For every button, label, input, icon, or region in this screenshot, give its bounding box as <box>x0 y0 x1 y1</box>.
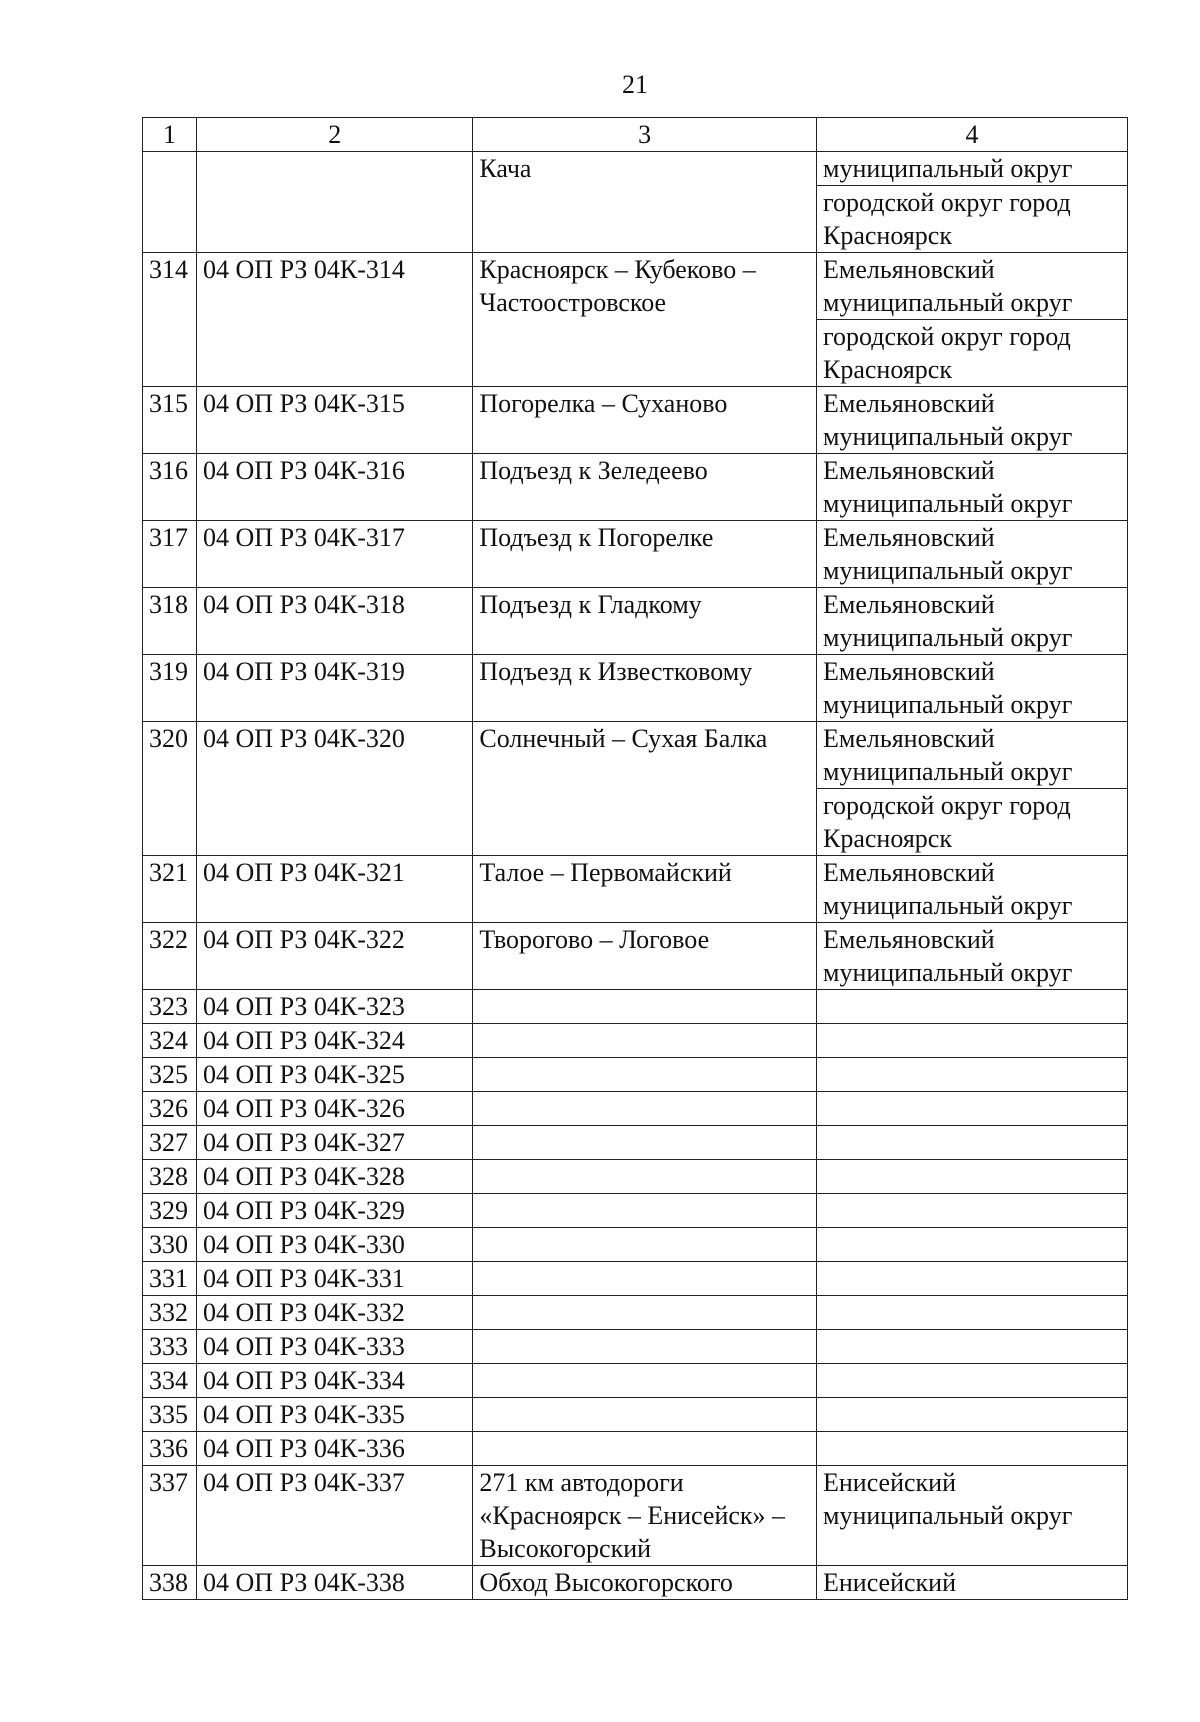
table-row <box>143 1398 1128 1432</box>
municipality-cell <box>816 1160 1127 1194</box>
header-col-2: 2 <box>197 118 473 152</box>
table-row <box>143 655 1128 722</box>
table-row <box>143 454 1128 521</box>
municipality-cell <box>816 655 1127 722</box>
road-name-cell: Творогово – Логовое <box>473 923 817 990</box>
table-row <box>143 1364 1128 1398</box>
row-number-cell: 319 <box>143 655 197 722</box>
municipality-entry <box>823 1432 1127 1465</box>
row-number-cell: 317 <box>143 521 197 588</box>
municipality-entry <box>823 1228 1127 1261</box>
header-col-3: 3 <box>473 118 817 152</box>
municipality-entry: Емельяновский муниципальный округ <box>822 255 1073 317</box>
municipality-cell <box>816 1058 1127 1092</box>
row-number-cell: 320 <box>143 722 197 856</box>
road-name-cell: Подъезд к Зеледеево <box>473 454 817 521</box>
municipality-entry: Енисейский муниципальный округ <box>822 1468 1073 1530</box>
road-name-cell <box>473 1228 817 1262</box>
row-number-cell: 322 <box>143 923 197 990</box>
municipality-cell <box>816 990 1127 1024</box>
table-row <box>143 1194 1128 1228</box>
row-number-cell: 332 <box>143 1296 197 1330</box>
table-row <box>143 1432 1128 1466</box>
table-row <box>143 1566 1128 1600</box>
row-number-cell: 324 <box>143 1024 197 1058</box>
road-name-cell <box>473 1364 817 1398</box>
table-row <box>143 521 1128 588</box>
municipality-entry: Емельяновский муниципальный округ <box>822 389 1073 451</box>
municipality-cell <box>816 1262 1127 1296</box>
municipality-cell <box>816 722 1127 856</box>
municipality-entry: городской округ город Красноярск <box>817 788 1127 855</box>
table-row <box>143 387 1128 454</box>
municipality-entry: Емельяновский муниципальный округ <box>822 724 1073 786</box>
table-row <box>143 722 1128 856</box>
row-number-cell: 315 <box>143 387 197 454</box>
road-name-cell <box>473 1398 817 1432</box>
municipality-cell <box>816 588 1127 655</box>
municipality-entry: Емельяновский муниципальный округ <box>822 858 1073 920</box>
municipality-entry: городской округ город Красноярск <box>817 185 1127 252</box>
road-name-cell <box>473 1194 817 1228</box>
municipality-entry <box>823 1024 1127 1057</box>
road-code-cell: 04 ОП РЗ 04К-320 <box>197 722 473 856</box>
road-name-cell <box>473 1160 817 1194</box>
table-row <box>143 1228 1128 1262</box>
municipality-entry: Емельяновский муниципальный округ <box>822 925 1073 987</box>
municipality-cell <box>816 923 1127 990</box>
road-code-cell: 04 ОП РЗ 04К-333 <box>197 1330 473 1364</box>
road-code-cell: 04 ОП РЗ 04К-322 <box>197 923 473 990</box>
road-name-cell <box>473 1432 817 1466</box>
municipality-entry <box>823 1092 1127 1125</box>
row-number-cell: 329 <box>143 1194 197 1228</box>
municipality-entry <box>823 1194 1127 1227</box>
municipality-entry: Емельяновский муниципальный округ <box>822 657 1073 719</box>
table-row <box>143 152 1128 253</box>
road-name-cell <box>473 1024 817 1058</box>
municipality-entry: муниципальный округ <box>822 154 1073 183</box>
municipality-cell <box>816 1466 1127 1566</box>
row-number-cell: 316 <box>143 454 197 521</box>
municipality-entry <box>823 1058 1127 1091</box>
row-number-cell: 330 <box>143 1228 197 1262</box>
road-code-cell: 04 ОП РЗ 04К-334 <box>197 1364 473 1398</box>
road-name-cell: Погорелка – Суханово <box>473 387 817 454</box>
municipality-cell <box>816 1194 1127 1228</box>
row-number-cell: 327 <box>143 1126 197 1160</box>
municipality-cell <box>816 1364 1127 1398</box>
table-row <box>143 923 1128 990</box>
municipality-entry: Енисейский <box>822 1568 957 1597</box>
road-code-cell: 04 ОП РЗ 04К-324 <box>197 1024 473 1058</box>
road-code-cell: 04 ОП РЗ 04К-330 <box>197 1228 473 1262</box>
road-code-cell: 04 ОП РЗ 04К-331 <box>197 1262 473 1296</box>
municipality-cell <box>816 1092 1127 1126</box>
road-code-cell: 04 ОП РЗ 04К-335 <box>197 1398 473 1432</box>
municipality-entry <box>823 990 1127 1023</box>
page-number: 21 <box>622 70 648 99</box>
municipality-cell <box>816 1296 1127 1330</box>
row-number-cell: 314 <box>143 253 197 387</box>
municipality-entry <box>823 1160 1127 1193</box>
municipality-entry: городской округ город Красноярск <box>817 319 1127 386</box>
row-number-cell: 323 <box>143 990 197 1024</box>
road-name-cell <box>473 1262 817 1296</box>
table-row <box>143 1262 1128 1296</box>
roads-table <box>142 117 1128 1600</box>
road-code-cell: 04 ОП РЗ 04К-325 <box>197 1058 473 1092</box>
table-header-row <box>143 118 1128 152</box>
municipality-entry: Емельяновский муниципальный округ <box>822 456 1073 518</box>
municipality-entry <box>823 1330 1127 1363</box>
header-col-1: 1 <box>143 118 197 152</box>
road-name-cell: Подъезд к Погорелке <box>473 521 817 588</box>
road-name-cell <box>473 1058 817 1092</box>
table-row <box>143 1160 1128 1194</box>
road-name-cell: Красноярск – Кубеково – Частоостровское <box>473 253 817 387</box>
road-code-cell: 04 ОП РЗ 04К-337 <box>197 1466 473 1566</box>
municipality-cell <box>816 454 1127 521</box>
road-code-cell: 04 ОП РЗ 04К-321 <box>197 856 473 923</box>
table-row <box>143 1126 1128 1160</box>
road-code-cell: 04 ОП РЗ 04К-319 <box>197 655 473 722</box>
municipality-cell <box>816 387 1127 454</box>
municipality-cell <box>816 1432 1127 1466</box>
road-name-cell: Солнечный – Сухая Балка <box>473 722 817 856</box>
road-code-cell: 04 ОП РЗ 04К-317 <box>197 521 473 588</box>
municipality-cell <box>816 1330 1127 1364</box>
road-name-cell <box>473 1126 817 1160</box>
road-name-cell: Кача <box>473 152 817 253</box>
municipality-cell <box>816 1566 1127 1600</box>
municipality-entry <box>823 1364 1127 1397</box>
road-code-cell: 04 ОП РЗ 04К-327 <box>197 1126 473 1160</box>
road-name-cell <box>473 1092 817 1126</box>
row-number-cell: 336 <box>143 1432 197 1466</box>
municipality-entry: Емельяновский муниципальный округ <box>822 590 1073 652</box>
road-name-cell <box>473 1330 817 1364</box>
table-row <box>143 856 1128 923</box>
roads-table-body <box>143 118 1128 1600</box>
table-row <box>143 1024 1128 1058</box>
municipality-cell <box>816 1228 1127 1262</box>
municipality-cell <box>816 1126 1127 1160</box>
row-number-cell: 326 <box>143 1092 197 1126</box>
table-row <box>143 1058 1128 1092</box>
municipality-entry: Емельяновский муниципальный округ <box>822 523 1073 585</box>
table-row <box>143 1092 1128 1126</box>
municipality-cell <box>816 152 1127 253</box>
road-name-cell: 271 км автодороги «Красноярск – Енисейск» – Высокогорский <box>473 1466 817 1566</box>
row-number-cell: 331 <box>143 1262 197 1296</box>
road-code-cell: 04 ОП РЗ 04К-326 <box>197 1092 473 1126</box>
row-number-cell: 321 <box>143 856 197 923</box>
road-code-cell: 04 ОП РЗ 04К-338 <box>197 1566 473 1600</box>
road-name-cell: Обход Высокогорского <box>473 1566 817 1600</box>
road-name-cell: Подъезд к Известковому <box>473 655 817 722</box>
municipality-entry <box>823 1126 1127 1159</box>
municipality-cell <box>816 856 1127 923</box>
table-row <box>143 1330 1128 1364</box>
road-code-cell: 04 ОП РЗ 04К-318 <box>197 588 473 655</box>
road-code-cell: 04 ОП РЗ 04К-314 <box>197 253 473 387</box>
road-code-cell: 04 ОП РЗ 04К-316 <box>197 454 473 521</box>
table-row <box>143 1466 1128 1566</box>
row-number-cell: 325 <box>143 1058 197 1092</box>
municipality-entry <box>823 1296 1127 1329</box>
table-row <box>143 588 1128 655</box>
row-number-cell: 338 <box>143 1566 197 1600</box>
road-name-cell: Талое – Первомайский <box>473 856 817 923</box>
road-code-cell: 04 ОП РЗ 04К-328 <box>197 1160 473 1194</box>
road-code-cell: 04 ОП РЗ 04К-336 <box>197 1432 473 1466</box>
row-number-cell <box>143 152 197 253</box>
road-code-cell: 04 ОП РЗ 04К-315 <box>197 387 473 454</box>
row-number-cell: 335 <box>143 1398 197 1432</box>
road-code-cell: 04 ОП РЗ 04К-323 <box>197 990 473 1024</box>
municipality-cell <box>816 1024 1127 1058</box>
municipality-cell <box>816 521 1127 588</box>
municipality-cell <box>816 253 1127 387</box>
table-row <box>143 990 1128 1024</box>
municipality-cell <box>816 1398 1127 1432</box>
road-code-cell: 04 ОП РЗ 04К-329 <box>197 1194 473 1228</box>
row-number-cell: 318 <box>143 588 197 655</box>
municipality-entry <box>823 1398 1127 1431</box>
road-code-cell: 04 ОП РЗ 04К-332 <box>197 1296 473 1330</box>
municipality-entry <box>823 1262 1127 1295</box>
header-col-4: 4 <box>816 118 1127 152</box>
road-name-cell <box>473 990 817 1024</box>
road-code-cell <box>197 152 473 253</box>
row-number-cell: 328 <box>143 1160 197 1194</box>
table-row <box>143 1296 1128 1330</box>
table-row <box>143 253 1128 387</box>
road-name-cell <box>473 1296 817 1330</box>
row-number-cell: 333 <box>143 1330 197 1364</box>
row-number-cell: 337 <box>143 1466 197 1566</box>
row-number-cell: 334 <box>143 1364 197 1398</box>
road-name-cell: Подъезд к Гладкому <box>473 588 817 655</box>
